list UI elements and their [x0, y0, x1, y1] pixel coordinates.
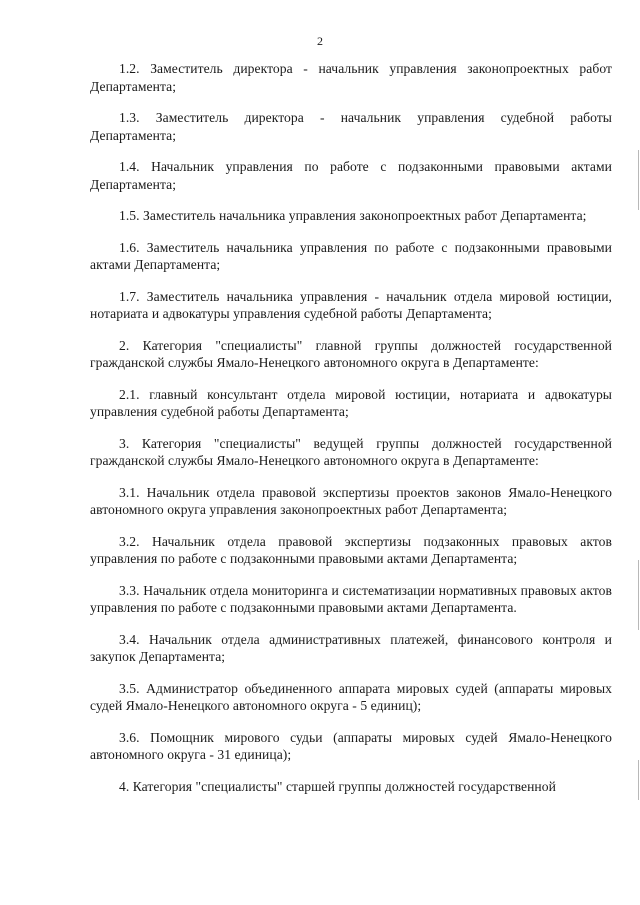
- paragraph-1-7: 1.7. Заместитель начальника управления - начальник отдела мировой юстиции, нотариата и адвокатуры управления судебной работы Департамента;: [90, 288, 612, 321]
- paragraph-1-2: 1.2. Заместитель директора - начальник управления законопроектных работ Департамента;: [90, 61, 612, 94]
- page-number: 2: [317, 34, 323, 48]
- paragraph-3-6: 3.6. Помощник мирового судьи (аппараты мировых судей Ямало-Ненецкого автономного округа - 31 единица);: [90, 729, 612, 762]
- scan-margin-line: [638, 760, 639, 800]
- paragraph-1-6: 1.6. Заместитель начальника управления по работе с подзаконными правовыми актами Департамента;: [90, 239, 612, 272]
- paragraph-3: 3. Категория "специалисты" ведущей группы должностей государственной гражданской службы Ямало-Ненецкого автономного округа в Департаменте:: [90, 435, 612, 468]
- document-body: [90, 60, 612, 795]
- paragraph-4: 4. Категория "специалисты" старшей группы должностей государственной: [119, 778, 556, 794]
- paragraph-2-1: 2.1. главный консультант отдела мировой юстиции, нотариата и адвокатуры управления судебной работы Департамента;: [90, 386, 612, 419]
- paragraph-3-1: 3.1. Начальник отдела правовой экспертизы проектов законов Ямало-Ненецкого автономного округа управления законопроектных работ Департамента;: [90, 484, 612, 517]
- paragraph-1-5: 1.5. Заместитель начальника управления законопроектных работ Департамента;: [119, 208, 587, 223]
- paragraph-1-4: 1.4. Начальник управления по работе с подзаконными правовыми актами Департамента;: [90, 159, 612, 192]
- paragraph-3-3: 3.3. Начальник отдела мониторинга и систематизации нормативных правовых актов управления по работе с подзаконными правовыми актами Департамента.: [90, 582, 612, 615]
- paragraph-3-2: 3.2. Начальник отдела правовой экспертизы подзаконных правовых актов управления по работе с подзаконными правовыми актами Департамента;: [90, 533, 612, 566]
- paragraph-3-4: 3.4. Начальник отдела административных платежей, финансового контроля и закупок Департамента;: [90, 631, 612, 664]
- scan-margin-line: [638, 560, 639, 630]
- paragraph-3-5: 3.5. Администратор объединенного аппарата мировых судей (аппараты мировых судей Ямало-Ненецкого автономного округа - 5 единиц);: [90, 680, 612, 713]
- paragraph-2: 2. Категория "специалисты" главной группы должностей государственной гражданской службы Ямало-Ненецкого автономного округа в Департаменте:: [90, 337, 612, 370]
- scan-margin-line: [638, 150, 639, 210]
- paragraph-1-3: 1.3. Заместитель директора - начальник управления судебной работы Департамента;: [90, 110, 612, 143]
